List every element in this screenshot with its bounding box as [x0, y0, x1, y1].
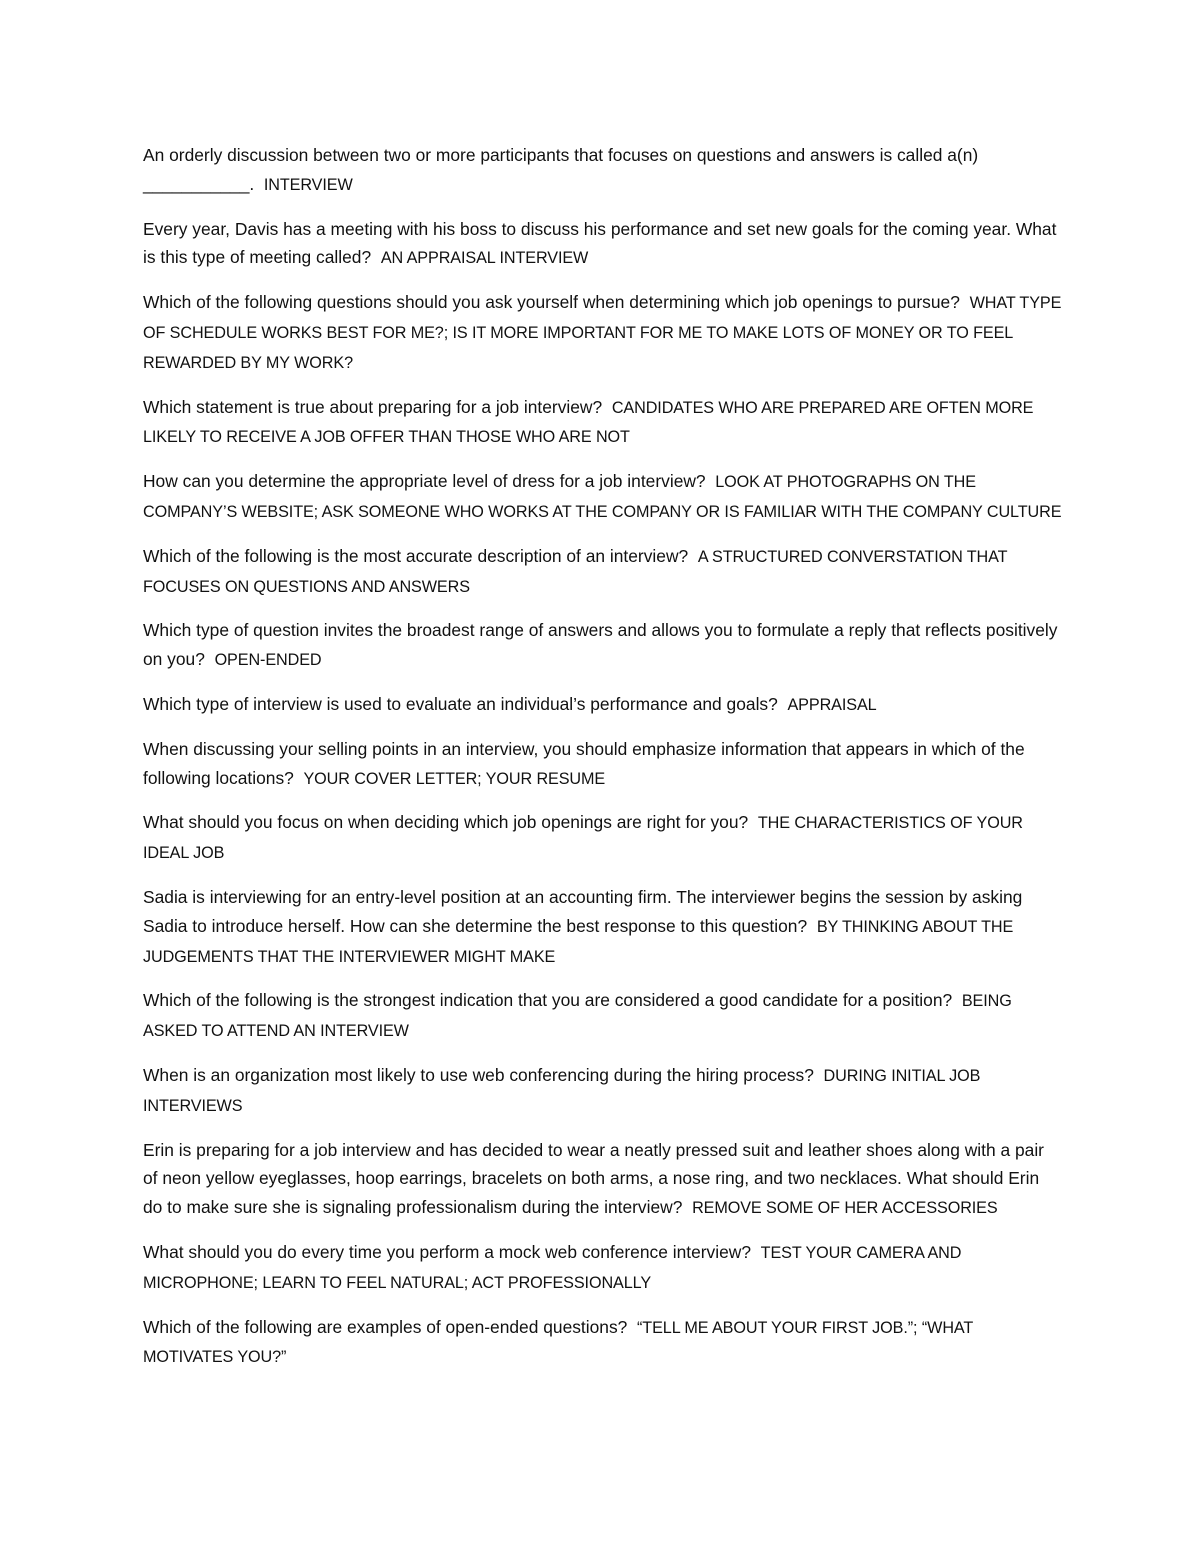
qa-item-1 [143, 141, 1063, 200]
answer-text: INTERVIEW [263, 175, 353, 194]
question-text: Erin is preparing for a job interview and has decided to wear a neatly pressed suit and leather shoes along with a pair of neon yellow eyeglasses, hoop earrings, bracelets on both arms, a nose ring, and two necklaces. What should Erin do to make sure she is signaling professionalism during the interview? [143, 1139, 1044, 1218]
qa-item-5 [143, 467, 1063, 527]
answer-text: THE CHARACTERISTICS OF YOUR IDEAL JOB [143, 814, 1023, 863]
question-text: What should you focus on when deciding which job openings are right for you? [143, 812, 749, 833]
qa-item-12 [143, 986, 1063, 1046]
qa-item-6 [143, 542, 1063, 602]
question-text: Every year, Davis has a meeting with his boss to discuss his performance and set new goals for the coming year. What is this type of meeting called? [143, 218, 1057, 268]
answer-text: REMOVE SOME OF HER ACCESSORIES [692, 1199, 998, 1218]
question-text: An orderly discussion between two or more participants that focuses on questions and answers is called a(n) ___________. [143, 145, 979, 194]
question-text: What should you do every time you perform a mock web conference interview? [143, 1241, 751, 1262]
answer-text: OPEN-ENDED [214, 651, 322, 670]
qa-item-11 [143, 883, 1063, 971]
qa-item-15 [143, 1238, 1063, 1298]
document-body [143, 141, 1063, 1387]
question-text: Which statement is true about preparing for a job interview? [143, 396, 603, 417]
question-text: Which type of interview is used to evaluate an individual’s performance and goals? [143, 693, 778, 714]
qa-item-2 [143, 215, 1063, 274]
answer-text: DURING INITIAL JOB INTERVIEWS [143, 1066, 981, 1115]
answer-text: CANDIDATES WHO ARE PREPARED ARE OFTEN MORE LIKELY TO RECEIVE A JOB OFFER THAN THOSE WHO ARE NOT [143, 398, 1034, 447]
qa-item-13 [143, 1061, 1063, 1121]
answer-text: AN APPRAISAL INTERVIEW [380, 249, 589, 268]
question-text: Which type of question invites the broadest range of answers and allows you to formulate a reply that reflects positively on you? [143, 620, 1058, 670]
answer-text: LOOK AT PHOTOGRAPHS ON THE COMPANY’S WEBSITE; ASK SOMEONE WHO WORKS AT THE COMPANY OR IS FAMILIAR WITH THE COMPANY CULTURE [143, 473, 1062, 521]
qa-item-14 [143, 1136, 1063, 1223]
answer-text: WHAT TYPE OF SCHEDULE WORKS BEST FOR ME?; IS IT MORE IMPORTANT FOR ME TO MAKE LOTS OF MONEY OR TO FEEL REWARDED BY MY WORK? [143, 294, 1062, 372]
question-text: Which of the following is the most accurate description of an interview? [143, 545, 689, 566]
answer-text: “TELL ME ABOUT YOUR FIRST JOB.”; “WHAT MOTIVATES YOU?” [143, 1318, 973, 1367]
question-text: When discussing your selling points in an interview, you should emphasize information that appears in which of the following locations? [143, 738, 1025, 788]
qa-item-10 [143, 808, 1063, 868]
question-text: Which of the following questions should you ask yourself when determining which job openings to pursue? [143, 292, 960, 313]
qa-item-8 [143, 690, 1063, 720]
answer-text: A STRUCTURED CONVERSTATION THAT FOCUSES ON QUESTIONS AND ANSWERS [143, 547, 1008, 596]
qa-item-3 [143, 288, 1063, 377]
answer-text: YOUR COVER LETTER; YOUR RESUME [303, 769, 606, 788]
qa-item-7 [143, 616, 1063, 675]
answer-text: BY THINKING ABOUT THE JUDGEMENTS THAT THE INTERVIEWER MIGHT MAKE [143, 917, 1014, 966]
answer-text: BEING ASKED TO ATTEND AN INTERVIEW [143, 992, 1012, 1041]
question-text: When is an organization most likely to use web conferencing during the hiring process? [143, 1064, 814, 1085]
question-text: Which of the following is the strongest indication that you are considered a good candidate for a position? [143, 990, 953, 1011]
answer-text: APPRAISAL [787, 695, 877, 714]
question-text: How can you determine the appropriate level of dress for a job interview? [143, 471, 706, 492]
answer-text: TEST YOUR CAMERA AND MICROPHONE; LEARN TO FEEL NATURAL; ACT PROFESSIONALLY [143, 1243, 962, 1292]
question-text: Which of the following are examples of open-ended questions? [143, 1316, 628, 1337]
qa-item-16 [143, 1313, 1063, 1373]
qa-item-4 [143, 393, 1063, 453]
question-text: Sadia is interviewing for an entry-level position at an accounting firm. The interviewer begins the session by asking Sadia to introduce herself. How can she determine the best response to this question? [143, 886, 1023, 936]
qa-item-9 [143, 735, 1063, 794]
